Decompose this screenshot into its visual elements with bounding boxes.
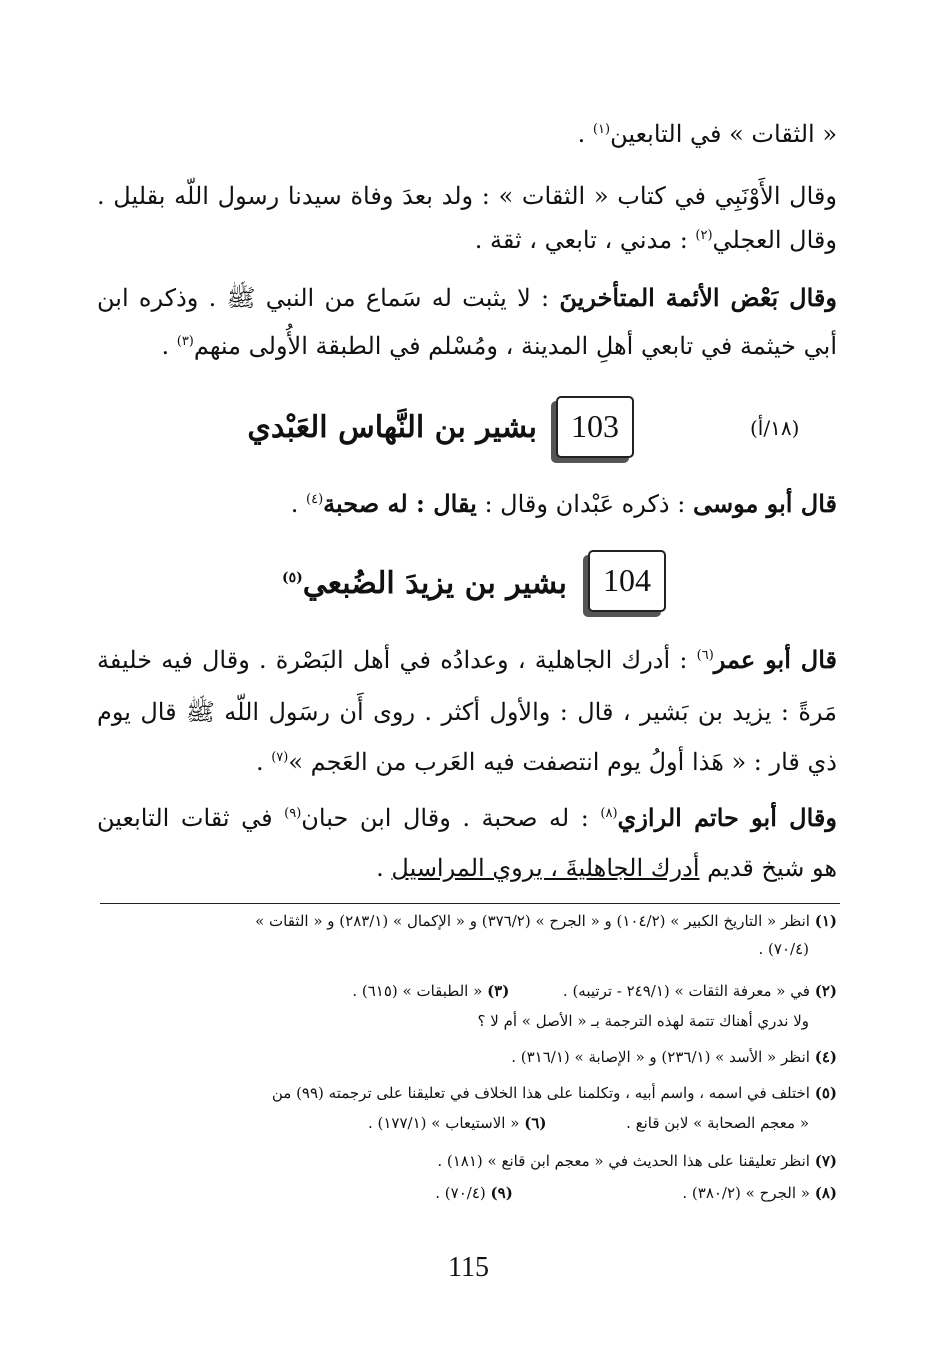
footnote-number: (٨) (814, 1184, 837, 1202)
entry-name (282, 566, 567, 601)
text-line-4 (97, 282, 837, 314)
entry-heading-103 (0, 392, 937, 462)
footnote-ref: (٤) (306, 492, 324, 507)
footnote-7 (97, 1150, 837, 1172)
entry-name: بشير بن النَّهاس العَبْدي (247, 410, 537, 445)
footnote-number: (٤) (814, 1048, 837, 1066)
footnote-text: « الطبقات » (٦١٥) . (352, 982, 483, 1000)
footnote-number: (١) (814, 912, 837, 930)
text: وقال العجلي (712, 226, 837, 254)
footnote-ref: (٢) (695, 228, 713, 243)
footnote-text: « معجم الصحابة » لابن قانع . (626, 1114, 809, 1132)
text: وقال الأَوْنَبِي في كتاب « الثقات » : ولد بعدَ وفاة سيدنا رسول اللّه بقليل . (97, 182, 837, 210)
text-line-8 (97, 696, 837, 728)
footnote-2-3 (97, 980, 837, 1002)
text: ذي قار : « هَذا أولُ يوم انتصفت فيه العَرب من العَجم » (288, 748, 837, 776)
entry-number-box (588, 550, 666, 612)
text-line-6 (97, 488, 837, 520)
footnote-number: (٣) (487, 982, 510, 1000)
footnote-number: (٩) (490, 1184, 513, 1202)
text: : ذكره عَبْدان وقال : (476, 490, 693, 518)
footnote-5 (97, 1082, 837, 1104)
footnote-number: (٥) (814, 1084, 837, 1102)
text: . (255, 748, 272, 776)
text: : له صحبة . وقال ابن حبان (301, 804, 601, 832)
footnote-5-6 (69, 1112, 809, 1134)
footnote-3-cont (69, 1010, 809, 1032)
footnote-ref: (٩) (284, 806, 302, 821)
footnote-text: اختلف في اسمه ، واسم أبيه ، وتكلمنا على هذا الخلاف في تعليقنا على ترجمته (٩٩) من (271, 1084, 810, 1102)
bold-phrase: وقال أبو حاتم الرازي (617, 803, 837, 832)
text: . (376, 854, 392, 882)
footnote-text: (٧٠/٤) . (758, 940, 809, 958)
text-line-1 (97, 118, 837, 150)
footnote-ref: (٨) (600, 806, 618, 821)
footnote-text: (٧٠/٤) . (435, 1184, 486, 1202)
footnote-text: في « معرفة الثقات » (٢٤٩/١ - ترتيبه) . (562, 982, 810, 1000)
folio-marker: (١٨/أ) (750, 416, 800, 440)
text: « الثقات » في التابعين (610, 120, 837, 148)
entry-heading-104 (0, 548, 937, 618)
footnote-1 (97, 910, 837, 932)
text-line-9 (97, 746, 837, 778)
text-line-3 (97, 224, 837, 256)
text: في ثقات التابعين (97, 804, 285, 832)
text: . (161, 332, 177, 360)
footnote-ref: (٦) (696, 648, 714, 663)
text: : مدني ، تابعي ، ثقة . (474, 226, 696, 254)
footnote-1-cont (69, 938, 809, 960)
entry-number: 104 (603, 562, 651, 598)
footnote-number: (٢) (814, 982, 837, 1000)
footnote-ref: (١) (592, 122, 611, 137)
text-line-5 (97, 330, 837, 362)
footnote-text: ولا ندري أهناك تتمة لهذه الترجمة بـ « الأصل » أم لا ؟ (477, 1012, 809, 1030)
text: : أدرك الجاهلية ، وعدادُه في أهل البَصْرة . وقال فيه خليفة (97, 646, 697, 674)
footnote-text: « الجرح » (٣٨٠/٢) . (682, 1184, 810, 1202)
text: . (290, 490, 307, 518)
entry-number-box (556, 396, 634, 458)
bold-phrase: وقال بَعْض الأئمة المتأخرينَ (559, 283, 837, 312)
text: . (577, 120, 593, 148)
footnote-text: انظر « التاريخ الكبير » (١٠٤/٢) و « الجرح » (٣٧٦/٢) و « الإكمال » (٢٨٣/١) و « الثقات » (255, 912, 810, 930)
footnote-number: (٧) (814, 1152, 837, 1170)
bold-phrase: قال أبو موسى (692, 489, 837, 518)
text: أبي خيثمة في تابعي أهلِ المدينة ، ومُسْلم في الطبقة الأُولى منهم (193, 332, 837, 360)
text: هو شيخ قديم (699, 854, 837, 882)
footnote-text: « الاستيعاب » (١٧٧/١) . (367, 1114, 520, 1132)
footnote-text: انظر « الأسد » (٢٣٦/١) و « الإصابة » (٣١٦/١) . (511, 1048, 810, 1066)
footnote-ref: (٧) (271, 750, 289, 765)
underlined-phrase: أدرك الجاهليةَ ، يروي المراسيل (391, 854, 700, 882)
entry-name-text: بشير بن يزيدَ الضُبعي (302, 566, 567, 601)
footnote-ref: (٥) (281, 570, 303, 586)
text: مَرةً : يزيد بن بَشير ، قال : والأول أكثر . روى أَن رسَول اللّه ﷺ قال يوم (97, 698, 837, 726)
bold-phrase: قال أبو عمر (713, 645, 837, 674)
footnote-8-9 (97, 1182, 837, 1204)
text-line-10 (97, 802, 837, 834)
footnote-text: انظر تعليقنا على هذا الحديث في « معجم ابن قانع » (١٨١) . (437, 1152, 810, 1170)
text-line-11 (97, 852, 837, 884)
text-line-7 (97, 644, 837, 676)
text: : لا يثبت له سَماع من النبي ﷺ . وذكره ابن (97, 284, 560, 312)
page-number: 115 (448, 1252, 489, 1283)
footnote-ref: (٣) (176, 334, 194, 349)
text-line-2 (97, 180, 837, 212)
footnote-4 (97, 1046, 837, 1068)
footnote-number: (٦) (524, 1114, 547, 1132)
entry-number: 103 (571, 408, 619, 444)
bold-phrase: يقال : له صحبة (323, 489, 477, 518)
footnote-rule (100, 903, 840, 904)
